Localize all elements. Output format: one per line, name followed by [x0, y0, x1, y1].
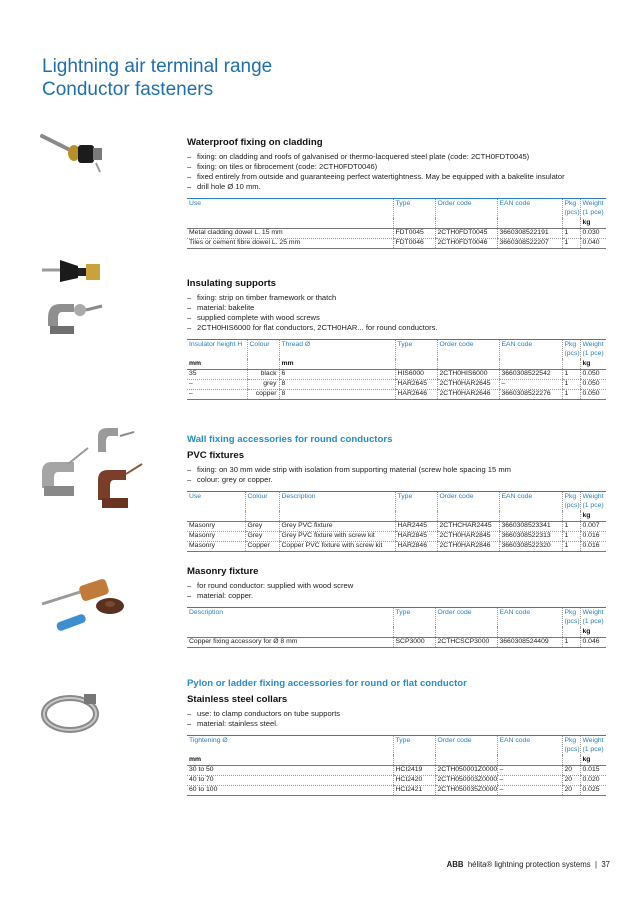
masonry-fixture-photo	[40, 572, 132, 642]
unit-cell	[497, 627, 562, 637]
table-cell: HAR2646	[395, 389, 437, 399]
table-cell: 2CTHCHAR2445	[437, 521, 499, 531]
table-row	[187, 228, 606, 238]
table-cell: 0.015	[580, 765, 606, 775]
column-header: EAN code	[499, 340, 562, 360]
table-cell: 0.040	[580, 238, 606, 248]
table-cell: –	[187, 389, 247, 399]
table-cell: 35	[187, 369, 247, 379]
table-cell: 1	[562, 389, 580, 399]
table-cell: Masonry	[187, 521, 245, 531]
unit-cell	[435, 218, 497, 228]
unit-cell	[247, 359, 279, 369]
table-row	[187, 369, 606, 379]
table-cell: HCI2419	[393, 765, 435, 775]
table-cell: HIS6000	[395, 369, 437, 379]
column-header: Use	[187, 492, 245, 512]
table-cell: Copper	[245, 541, 279, 551]
table-cell: black	[247, 369, 279, 379]
cladding-fixing-photo	[38, 128, 108, 176]
unit-cell: kg	[580, 359, 606, 369]
column-header: Order code	[437, 492, 499, 512]
page-footer	[447, 860, 610, 869]
bullet-list	[187, 293, 606, 333]
footer-text: hélita® lightning protection systems	[467, 860, 591, 869]
bullet-item: – material: stainless steel.	[187, 719, 606, 729]
product-table	[187, 198, 606, 249]
table-cell: 0.016	[580, 541, 606, 551]
table-cell: 1	[562, 521, 580, 531]
column-header: EAN code	[497, 608, 562, 628]
table-cell: 30 to 50	[187, 765, 393, 775]
section-pylon-fixing	[187, 678, 606, 796]
unit-cell: kg	[580, 755, 606, 765]
unit-cell	[279, 511, 395, 521]
unit-cell	[499, 511, 562, 521]
table-cell: 6	[279, 369, 395, 379]
bullet-item: – fixing: strip on timber framework or thatch	[187, 293, 606, 303]
column-header: Insulator height H	[187, 340, 247, 360]
section-cladding-fixing	[187, 137, 606, 249]
unit-cell: mm	[279, 359, 395, 369]
section-title: Insulating supports	[187, 278, 277, 289]
table-cell: Grey PVC fixture with screw kit	[279, 531, 395, 541]
table-cell: 3660308523341	[499, 521, 562, 531]
table-cell: 20	[562, 785, 580, 795]
bullet-item: – fixed entirely from outside and guaranteeing perfect watertightness. May be equipped with a bakelite insulator	[187, 172, 606, 182]
column-header: Pkg (pcs)	[562, 340, 580, 360]
column-header: Order code	[435, 199, 497, 219]
unit-cell	[437, 359, 499, 369]
section-title: PVC fixtures	[187, 450, 245, 461]
unit-cell	[435, 627, 497, 637]
column-header: Description	[279, 492, 395, 512]
bullet-item: – 2CTH0HIS6000 for flat conductors, 2CTH0HAR... for round conductors.	[187, 323, 606, 333]
column-header: Order code	[437, 340, 499, 360]
unit-cell	[562, 218, 580, 228]
bullet-item: – fixing: on 30 mm wide strip with isolation from supporting material (screw hole spacing 15 mm	[187, 465, 606, 475]
table-cell: 0.016	[580, 531, 606, 541]
table-row	[187, 785, 606, 795]
unit-cell	[435, 755, 497, 765]
table-cell: –	[497, 775, 562, 785]
column-header: Pkg (pcs)	[562, 736, 580, 756]
unit-cell	[393, 218, 435, 228]
column-header: Colour	[247, 340, 279, 360]
table-row	[187, 765, 606, 775]
table-cell: –	[497, 765, 562, 775]
product-table	[187, 735, 606, 796]
unit-cell	[562, 627, 580, 637]
table-cell: 2CTH0FDT0045	[435, 228, 497, 238]
table-cell: 2CTH050001Z0000	[435, 765, 497, 775]
table-row	[187, 389, 606, 399]
pvc-fixture-photo	[38, 428, 150, 518]
column-header: Description	[187, 608, 393, 628]
table-cell: 1	[562, 531, 580, 541]
category-title: Wall fixing accessories for round conductors	[187, 434, 393, 445]
section-insulating-supports	[187, 278, 606, 400]
table-cell: 0.025	[580, 785, 606, 795]
table-cell: 3660308522320	[499, 541, 562, 551]
unit-cell: mm	[187, 755, 393, 765]
steel-collar-photo	[40, 690, 102, 736]
bullet-list	[187, 581, 606, 601]
unit-cell	[187, 218, 393, 228]
table-cell: 0.050	[580, 379, 606, 389]
unit-cell	[187, 511, 245, 521]
column-header: Type	[393, 199, 435, 219]
table-cell: Copper PVC fixture with screw kit	[279, 541, 395, 551]
table-cell: HAR2445	[395, 521, 437, 531]
column-header: Weight (1 pce)	[580, 736, 606, 756]
table-cell: HAR2645	[395, 379, 437, 389]
section-title: Stainless steel collars	[187, 694, 288, 705]
unit-cell	[393, 627, 435, 637]
table-cell: 3660308522542	[499, 369, 562, 379]
unit-cell	[497, 755, 562, 765]
table-row	[187, 531, 606, 541]
table-cell: 3660308522191	[497, 228, 562, 238]
table-cell: 60 to 100	[187, 785, 393, 795]
table-cell: 1	[562, 228, 580, 238]
table-cell: –	[187, 379, 247, 389]
table-cell: 0.030	[580, 228, 606, 238]
unit-cell	[562, 359, 580, 369]
unit-cell	[245, 511, 279, 521]
bullet-list	[187, 709, 606, 729]
table-cell: HAR2846	[395, 541, 437, 551]
bullet-list	[187, 465, 606, 485]
column-header: Pkg (pcs)	[562, 492, 580, 512]
section-masonry-fixture	[187, 566, 606, 648]
column-header: Colour	[245, 492, 279, 512]
table-cell: 2CTH0HIS6000	[437, 369, 499, 379]
column-header: EAN code	[497, 199, 562, 219]
table-row	[187, 238, 606, 248]
table-cell: 1	[562, 637, 580, 647]
table-cell: 2CTH0FDT0046	[435, 238, 497, 248]
table-cell: 2CTHCSCP3000	[435, 637, 497, 647]
table-cell: 8	[279, 379, 395, 389]
product-table	[187, 339, 606, 400]
bullet-list	[187, 152, 606, 192]
bullet-item: – drill hole Ø 10 mm.	[187, 182, 606, 192]
table-cell: 3660308524409	[497, 637, 562, 647]
table-cell: 2CTH0HAR2645	[437, 379, 499, 389]
bullet-item: – supplied complete with wood screws	[187, 313, 606, 323]
table-cell: FDT0046	[393, 238, 435, 248]
page-number: 37	[601, 860, 610, 869]
column-header: Type	[393, 608, 435, 628]
table-cell: Grey	[245, 521, 279, 531]
table-row	[187, 541, 606, 551]
table-cell: –	[497, 785, 562, 795]
unit-cell	[393, 755, 435, 765]
title-line-1: Lightning air terminal range	[42, 56, 273, 77]
table-cell: 2CTH0HAR2845	[437, 531, 499, 541]
table-cell: 1	[562, 379, 580, 389]
unit-cell: kg	[580, 511, 606, 521]
table-cell: 2CTH050003Z0000	[435, 775, 497, 785]
table-cell: Masonry	[187, 531, 245, 541]
table-cell: grey	[247, 379, 279, 389]
table-cell: Grey PVC fixture	[279, 521, 395, 531]
insulating-support-photo	[38, 248, 108, 348]
table-cell: copper	[247, 389, 279, 399]
table-cell: 1	[562, 541, 580, 551]
bullet-item: – for round conductor: supplied with wood screw	[187, 581, 606, 591]
unit-cell	[437, 511, 499, 521]
section-title: Masonry fixture	[187, 566, 259, 577]
column-header: Weight (1 pce)	[580, 199, 606, 219]
table-cell: 0.007	[580, 521, 606, 531]
page-title	[42, 55, 272, 101]
table-cell: Metal cladding dowel L. 15 mm	[187, 228, 393, 238]
unit-cell	[562, 755, 580, 765]
unit-cell	[395, 359, 437, 369]
table-cell: 40 to 70	[187, 775, 393, 785]
unit-cell	[187, 627, 393, 637]
table-row	[187, 521, 606, 531]
product-table	[187, 491, 606, 552]
table-cell: SCP3000	[393, 637, 435, 647]
table-cell: 0.050	[580, 369, 606, 379]
brand-name: ABB	[446, 860, 464, 869]
table-cell: 20	[562, 775, 580, 785]
unit-cell	[499, 359, 562, 369]
column-header: EAN code	[497, 736, 562, 756]
table-cell: 0.046	[580, 637, 606, 647]
table-cell: Copper fixing accessory for Ø 8 mm	[187, 637, 393, 647]
column-header: Order code	[435, 608, 497, 628]
table-cell: HCI2421	[393, 785, 435, 795]
section-wall-fixing	[187, 434, 606, 552]
bullet-item: – colour: grey or copper.	[187, 475, 606, 485]
table-cell: –	[499, 379, 562, 389]
table-cell: 2CTH0HAR2646	[437, 389, 499, 399]
table-cell: 8	[279, 389, 395, 399]
column-header: Type	[395, 340, 437, 360]
column-header: Weight (1 pce)	[580, 492, 606, 512]
column-header: Pkg (pcs)	[562, 608, 580, 628]
table-cell: 3660308522313	[499, 531, 562, 541]
table-cell: 2CTH050035Z0000	[435, 785, 497, 795]
column-header: Tightening Ø	[187, 736, 393, 756]
table-cell: HCI2420	[393, 775, 435, 785]
section-title: Waterproof fixing on cladding	[187, 137, 323, 148]
unit-cell	[562, 511, 580, 521]
table-cell: Grey	[245, 531, 279, 541]
bullet-item: – material: bakelite	[187, 303, 606, 313]
product-table	[187, 607, 606, 648]
category-title: Pylon or ladder fixing accessories for round or flat conductor	[187, 678, 467, 689]
unit-cell: kg	[580, 218, 606, 228]
column-header: Pkg (pcs)	[562, 199, 580, 219]
bullet-item: – fixing: on tiles or fibrocement (code: 2CTH0FDT0046)	[187, 162, 606, 172]
table-row	[187, 637, 606, 647]
unit-cell	[497, 218, 562, 228]
table-cell: 20	[562, 765, 580, 775]
table-cell: 3660308522276	[499, 389, 562, 399]
table-cell: 0.020	[580, 775, 606, 785]
table-cell: 1	[562, 238, 580, 248]
unit-cell: kg	[580, 627, 606, 637]
table-cell: HAR2845	[395, 531, 437, 541]
table-cell: 2CTH0HAR2846	[437, 541, 499, 551]
table-cell: FDT0045	[393, 228, 435, 238]
table-cell: Masonry	[187, 541, 245, 551]
table-cell: Tiles or cement fibre dowel L. 25 mm	[187, 238, 393, 248]
table-cell: 1	[562, 369, 580, 379]
table-row	[187, 775, 606, 785]
column-header: Type	[393, 736, 435, 756]
column-header: Weight (1 pce)	[580, 608, 606, 628]
table-cell: 3660308522207	[497, 238, 562, 248]
column-header: EAN code	[499, 492, 562, 512]
bullet-item: – fixing: on cladding and roofs of galvanised or thermo-lacquered steel plate (code: 2CTH0FDT0045)	[187, 152, 606, 162]
unit-cell: mm	[187, 359, 247, 369]
column-header: Weight (1 pce)	[580, 340, 606, 360]
unit-cell	[395, 511, 437, 521]
bullet-item: – material: copper.	[187, 591, 606, 601]
column-header: Thread Ø	[279, 340, 395, 360]
table-cell: 0.050	[580, 389, 606, 399]
table-row	[187, 379, 606, 389]
title-line-2: Conductor fasteners	[42, 79, 214, 100]
bullet-item: – use: to clamp conductors on tube supports	[187, 709, 606, 719]
column-header: Type	[395, 492, 437, 512]
column-header: Use	[187, 199, 393, 219]
footer-separator: |	[594, 860, 597, 869]
column-header: Order code	[435, 736, 497, 756]
